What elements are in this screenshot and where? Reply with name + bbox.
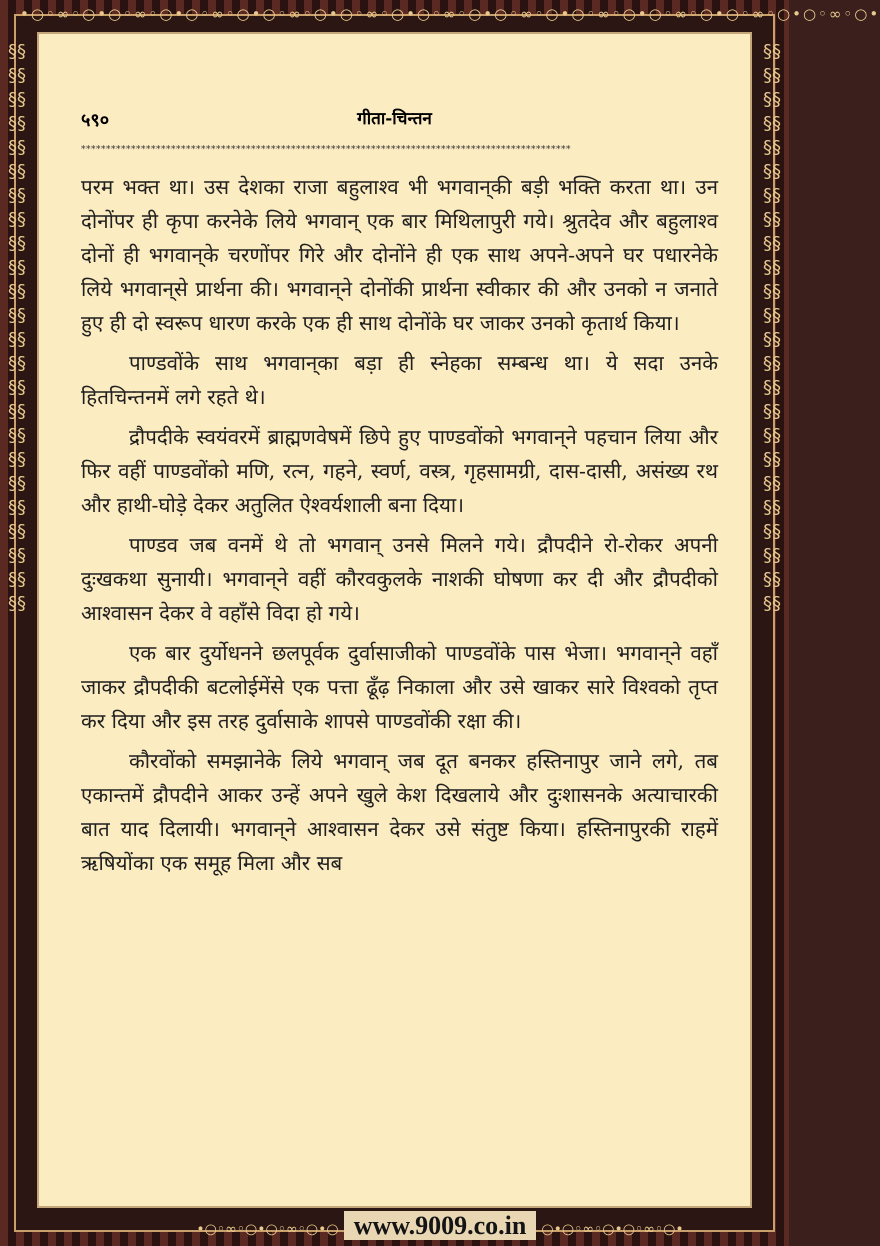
asterisk-rule: **************************************************************************************************	[81, 145, 571, 155]
paragraph-3: द्रौपदीके स्वयंवरमें ब्राह्मणवेषमें छिपे हुए पाण्डवोंको भगवान्‌ने पहचान लिया और फिर वहीं पाण्डवोंको मणि, रत्न, गहने, स्वर्ण, वस्त्र, गृहसामग्री, दास-दासी, असंख्य रथ और हाथी-घोड़े देकर अतुलित ऐश्वर्यशाली बना दिया।	[81, 425, 718, 517]
paragraph-4: पाण्डव जब वनमें थे तो भगवान् उनसे मिलने गये। द्रौपदीने रो-रोकर अपनी दुःखकथा सुनायी। भगवान्‌ने वहीं कौरवकुलके नाशकी घोषणा कर दी और द्रौपदीको आश्वासन देकर वे वहाँसे विदा हो गये।	[81, 533, 718, 625]
right-ornament: §§§§§§§§§§§§§§§§§§§§§§§§§§§§§§§§§§§§§§§§§§§§§§§§	[763, 41, 781, 614]
page-number: ५९०	[81, 110, 110, 131]
book-page	[37, 32, 752, 1208]
paragraph-6: कौरवोंको समझानेके लिये भगवान् जब दूत बनकर हस्तिनापुर जाने लगे, तब एकान्तमें द्रौपदीने आकर उन्हें अपने खुले केश दिखलाये और दुःशासनके अत्याचारकी बात याद दिलायी। भगवान्‌ने आश्वासन देकर उसे संतुष्ट किया। हस्तिनापुरकी राहमें ऋषियोंका एक समूह मिला और सब	[81, 749, 718, 875]
paragraph-2: पाण्डवोंके साथ भगवान्‌का बड़ा ही स्नेहका सम्बन्ध था। ये सदा उनके हितचिन्तनमें लगे रहते थे।	[81, 351, 718, 409]
top-ornament: •○◦∞◦○•○◦∞◦○•○◦∞◦○•○◦∞◦○•○◦∞◦○•○◦∞◦○•○◦∞◦○•○◦∞◦○•○◦∞◦○•○◦∞◦○•○◦∞◦○•	[20, 5, 880, 23]
footer-ornament-left: •○◦∞◦○•○◦∞◦○•○	[196, 1221, 339, 1238]
body-text	[81, 170, 718, 886]
footer-ornament-right: ○•○◦∞◦○•○◦∞◦○•	[541, 1221, 684, 1238]
running-title: गीता-चिन्तन	[357, 109, 432, 129]
paragraph-1: परम भक्त था। उस देशका राजा बहुलाश्व भी भगवान्‌की बड़ी भक्ति करता था। उन दोनोंपर ही कृपा करनेके लिये भगवान् एक बार मिथिलापुरी गये। श्रुतदेव और बहुलाश्व दोनों ही भगवान्‌के चरणोंपर गिरे और दोनोंने ही एक साथ अपने-अपने घर पधारनेके लिये भगवान्‌से प्रार्थना की। भगवान्‌ने दोनोंकी प्रार्थना स्वीकार की और उनको न जनाते हुए ही दो स्वरूप धारण करके एक ही साथ दोनोंके घर जाकर उनको कृतार्थ किया।	[81, 175, 718, 335]
paragraph-5: एक बार दुर्योधनने छलपूर्वक दुर्वासाजीको पाण्डवोंके पास भेजा। भगवान्‌ने वहाँ जाकर द्रौपदीकी बटलोईमेंसे एक पत्ता ढूँढ़ निकाला और उसे खाकर सारे विश्वको तृप्त कर दिया और इस तरह दुर्वासाके शापसे पाण्डवोंकी रक्षा की।	[81, 641, 718, 733]
footer	[0, 1208, 880, 1244]
left-ornament: §§§§§§§§§§§§§§§§§§§§§§§§§§§§§§§§§§§§§§§§§§§§§§§§	[8, 41, 26, 614]
website-link[interactable]: www.9009.co.in	[344, 1211, 537, 1240]
